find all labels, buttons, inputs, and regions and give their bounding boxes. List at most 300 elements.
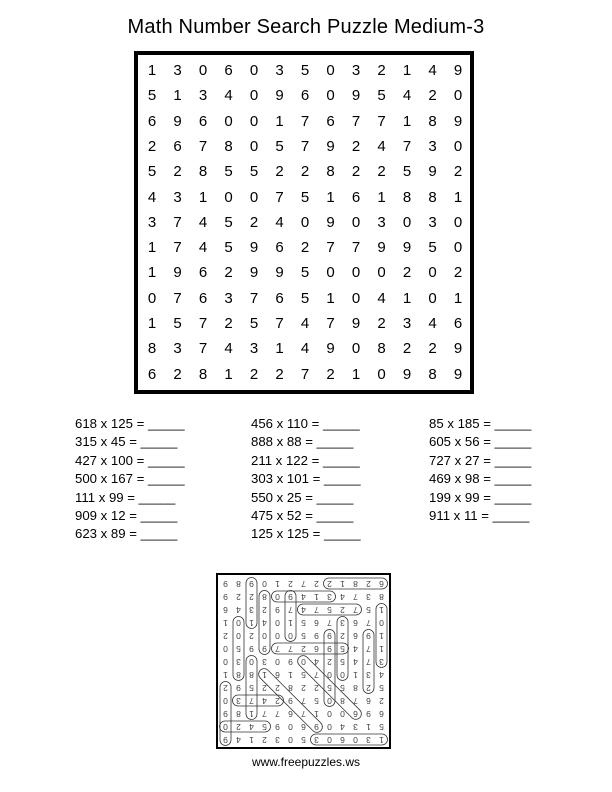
grid-cell: 7 bbox=[173, 239, 182, 257]
answer-cell: 0 bbox=[262, 579, 267, 589]
answer-cell: 0 bbox=[340, 670, 345, 680]
grid-cell: 9 bbox=[249, 239, 259, 257]
grid-cell: 0 bbox=[351, 340, 361, 358]
answer-cell: 1 bbox=[379, 631, 384, 641]
answer-cell: 3 bbox=[249, 605, 254, 615]
grid-cell: 9 bbox=[326, 137, 335, 155]
answer-cell: 2 bbox=[262, 735, 267, 745]
grid-cell: 0 bbox=[402, 213, 412, 231]
grid-cell: 3 bbox=[173, 340, 182, 358]
grid-cell: 5 bbox=[249, 163, 259, 181]
grid-cell: 5 bbox=[428, 239, 437, 257]
answer-cell: 2 bbox=[262, 605, 267, 615]
grid-cell: 9 bbox=[453, 62, 463, 79]
grid-cell: 8 bbox=[402, 188, 412, 206]
answer-loop bbox=[246, 578, 257, 629]
puzzle-grid bbox=[134, 51, 474, 394]
answer-cell: 1 bbox=[379, 605, 384, 615]
answer-cell: 5 bbox=[262, 722, 267, 732]
answer-cell: 5 bbox=[301, 670, 306, 680]
grid-cell: 7 bbox=[300, 137, 310, 155]
answer-cell: 6 bbox=[340, 735, 345, 745]
grid-cell: 4 bbox=[147, 188, 157, 206]
answer-cell: 0 bbox=[249, 657, 254, 667]
answer-cell: 5 bbox=[301, 618, 306, 628]
grid-cell: 5 bbox=[249, 315, 259, 332]
grid-cell: 4 bbox=[275, 213, 284, 231]
answer-cell: 0 bbox=[288, 631, 293, 641]
answer-cell: 0 bbox=[262, 631, 267, 641]
grid-cell: 7 bbox=[275, 188, 284, 206]
answer-cell: 5 bbox=[314, 696, 319, 706]
answer-cell: 9 bbox=[288, 592, 293, 602]
grid-cell: 1 bbox=[198, 188, 208, 206]
clue-item: 618 x 125 = _____ bbox=[75, 416, 185, 431]
answer-cell: 1 bbox=[366, 722, 371, 732]
answer-cell: 7 bbox=[314, 605, 319, 615]
answer-cell: 6 bbox=[288, 709, 293, 719]
clue-item: 550 x 25 = _____ bbox=[251, 489, 354, 505]
answer-cell: 2 bbox=[327, 657, 332, 667]
grid-cell: 2 bbox=[453, 264, 463, 282]
grid-cell: 0 bbox=[249, 62, 259, 79]
grid-cell: 0 bbox=[147, 289, 157, 307]
grid-cell: 6 bbox=[326, 112, 335, 130]
grid-cell: 8 bbox=[377, 340, 386, 358]
answer-cell: 2 bbox=[236, 722, 241, 732]
grid-cell: 3 bbox=[275, 62, 284, 79]
answer-cell: 0 bbox=[353, 735, 358, 745]
grid-cell: 1 bbox=[402, 62, 412, 79]
answer-loop bbox=[220, 721, 271, 732]
grid-cell: 5 bbox=[224, 163, 233, 181]
grid-cell: 6 bbox=[453, 315, 463, 332]
grid-cell: 6 bbox=[351, 188, 361, 206]
answer-cell: 5 bbox=[249, 683, 254, 693]
answer-cell: 2 bbox=[314, 683, 319, 693]
grid-cell: 9 bbox=[326, 340, 335, 358]
grid-cell: 5 bbox=[224, 239, 233, 257]
answer-cell: 0 bbox=[301, 657, 306, 667]
answer-cell: 9 bbox=[236, 683, 241, 693]
answer-cell: 1 bbox=[379, 644, 384, 654]
answer-cell: 3 bbox=[366, 735, 371, 745]
grid-cell: 7 bbox=[300, 365, 310, 383]
clue-column-2 bbox=[251, 415, 361, 544]
grid-cell: 0 bbox=[249, 87, 259, 105]
grid-cell: 2 bbox=[224, 264, 233, 282]
answer-cell: 9 bbox=[262, 644, 267, 654]
grid-cell: 9 bbox=[173, 264, 182, 282]
answer-cell: 9 bbox=[314, 631, 319, 641]
grid-cell: 7 bbox=[173, 213, 182, 231]
answer-cell: 8 bbox=[249, 670, 254, 680]
answer-cell: 6 bbox=[379, 579, 384, 589]
grid-cell: 0 bbox=[453, 137, 463, 155]
answer-cell: 7 bbox=[275, 644, 280, 654]
grid-cell: 2 bbox=[173, 365, 182, 383]
grid-cell: 5 bbox=[173, 315, 182, 332]
grid-cell: 4 bbox=[428, 315, 437, 332]
clue-item: 303 x 101 = _____ bbox=[251, 471, 361, 487]
answer-cell: 3 bbox=[327, 592, 332, 602]
answer-cell: 3 bbox=[262, 657, 267, 667]
grid-cell: 0 bbox=[326, 62, 335, 79]
grid-cell: 9 bbox=[453, 112, 463, 130]
answer-cell: 3 bbox=[366, 592, 371, 602]
grid-cell: 3 bbox=[402, 315, 412, 332]
grid-cell: 4 bbox=[224, 340, 233, 358]
grid-cell: 5 bbox=[300, 289, 310, 307]
grid-cell: 7 bbox=[275, 315, 284, 332]
answer-cell: 5 bbox=[301, 735, 306, 745]
grid-cell: 3 bbox=[428, 137, 437, 155]
answer-cell: 4 bbox=[379, 670, 384, 680]
clue-column-1 bbox=[75, 415, 185, 544]
footer-url: www.freepuzzles.ws bbox=[251, 755, 361, 769]
clue-item: 469 x 98 = _____ bbox=[429, 471, 532, 487]
answer-cell: 9 bbox=[249, 579, 254, 589]
answer-cell: 4 bbox=[314, 657, 319, 667]
answer-cell: 2 bbox=[340, 631, 345, 641]
grid-cell: 1 bbox=[377, 188, 386, 206]
grid-cell: 2 bbox=[428, 340, 437, 358]
answer-loop bbox=[233, 617, 244, 681]
answer-cell: 1 bbox=[340, 579, 345, 589]
grid-cell: 5 bbox=[300, 264, 310, 282]
answer-cell: 9 bbox=[288, 696, 293, 706]
answer-cell: 7 bbox=[301, 709, 306, 719]
answer-cell: 4 bbox=[301, 592, 306, 602]
grid-cell: 6 bbox=[275, 239, 284, 257]
grid-cell: 1 bbox=[147, 264, 157, 282]
answer-loop bbox=[376, 604, 387, 668]
answer-cell: 9 bbox=[366, 709, 371, 719]
answer-cell: 1 bbox=[314, 592, 319, 602]
grid-cell: 0 bbox=[249, 137, 259, 155]
grid-cell: 6 bbox=[198, 289, 208, 307]
grid-cell: 0 bbox=[198, 62, 208, 79]
grid-cell: 9 bbox=[453, 365, 463, 383]
grid-cell: 2 bbox=[326, 365, 335, 383]
answer-cell: 7 bbox=[301, 579, 306, 589]
grid-cell: 9 bbox=[428, 163, 437, 181]
grid-cell: 2 bbox=[402, 340, 412, 358]
answer-cell: 8 bbox=[236, 579, 241, 589]
clue-item: 111 x 99 = _____ bbox=[75, 489, 176, 505]
answer-cell: 6 bbox=[353, 618, 358, 628]
answer-cell: 0 bbox=[327, 709, 332, 719]
answer-cell: 5 bbox=[340, 683, 345, 693]
answer-cell: 2 bbox=[379, 696, 384, 706]
grid-cell: 9 bbox=[275, 264, 284, 282]
grid-cell: 0 bbox=[351, 264, 361, 282]
clue-item: 85 x 185 = _____ bbox=[429, 416, 532, 431]
answer-cell: 5 bbox=[236, 644, 241, 654]
answer-key-grid bbox=[218, 575, 389, 747]
answer-cell: 4 bbox=[262, 618, 267, 628]
grid-cell: 0 bbox=[351, 289, 361, 307]
answer-cell: 7 bbox=[275, 709, 280, 719]
grid-cell: 5 bbox=[402, 163, 412, 181]
answer-cell: 2 bbox=[314, 579, 319, 589]
grid-cell: 7 bbox=[326, 315, 335, 332]
answer-cell: 8 bbox=[262, 592, 267, 602]
answer-cell: 9 bbox=[249, 644, 254, 654]
answer-cell: 9 bbox=[327, 631, 332, 641]
answer-loop bbox=[298, 604, 362, 615]
answer-cell: 2 bbox=[249, 631, 254, 641]
answer-cell: 0 bbox=[275, 618, 280, 628]
grid-cell: 0 bbox=[249, 112, 259, 130]
answer-cell: 6 bbox=[379, 709, 384, 719]
grid-cell: 0 bbox=[428, 289, 437, 307]
grid-cell: 3 bbox=[173, 62, 182, 79]
grid-cell: 9 bbox=[377, 239, 386, 257]
grid-cell: 9 bbox=[249, 264, 259, 282]
answer-cell: 1 bbox=[353, 670, 358, 680]
answer-cell: 5 bbox=[340, 644, 345, 654]
grid-cell: 9 bbox=[275, 87, 284, 105]
answer-cell: 2 bbox=[288, 579, 293, 589]
answer-cell: 4 bbox=[340, 722, 345, 732]
grid-cell: 5 bbox=[377, 87, 386, 105]
answer-cell: 6 bbox=[314, 644, 319, 654]
answer-cell: 0 bbox=[327, 670, 332, 680]
answer-highlights bbox=[218, 575, 389, 747]
grid-cell: 1 bbox=[326, 289, 335, 307]
answer-cell: 9 bbox=[223, 579, 228, 589]
answer-cell: 8 bbox=[353, 683, 358, 693]
answer-cell: 6 bbox=[223, 605, 228, 615]
grid-cell: 2 bbox=[351, 163, 361, 181]
grid-cell: 1 bbox=[275, 112, 284, 130]
clue-item: 909 x 12 = _____ bbox=[75, 508, 178, 524]
grid-cell: 2 bbox=[249, 213, 259, 231]
answer-cell: 6 bbox=[353, 709, 358, 719]
grid-cell: 6 bbox=[173, 137, 182, 155]
grid-cell: 0 bbox=[453, 87, 463, 105]
answer-loop bbox=[246, 656, 257, 720]
grid-cell: 1 bbox=[351, 365, 361, 383]
grid-cell: 8 bbox=[224, 137, 233, 155]
grid-cell: 2 bbox=[402, 264, 412, 282]
grid-cell: 2 bbox=[300, 239, 310, 257]
answer-cell: 3 bbox=[340, 618, 345, 628]
grid-cell: 0 bbox=[326, 264, 335, 282]
grid-cell: 0 bbox=[453, 213, 463, 231]
answer-cell: 9 bbox=[275, 605, 280, 615]
answer-cell: 8 bbox=[236, 670, 241, 680]
grid-cell: 5 bbox=[147, 87, 157, 105]
answer-cell: 7 bbox=[314, 670, 319, 680]
answer-cell: 2 bbox=[275, 683, 280, 693]
answer-cell: 2 bbox=[301, 683, 306, 693]
grid-cell: 3 bbox=[428, 213, 437, 231]
answer-cell: 0 bbox=[327, 696, 332, 706]
grid-cell: 9 bbox=[326, 213, 335, 231]
answer-cell: 3 bbox=[353, 722, 358, 732]
answer-cell: 0 bbox=[223, 696, 228, 706]
grid-cell: 1 bbox=[453, 289, 463, 307]
grid-cell: 2 bbox=[377, 315, 386, 332]
answer-cell: 0 bbox=[379, 618, 384, 628]
grid-cell: 7 bbox=[402, 137, 412, 155]
clue-item: 315 x 45 = _____ bbox=[75, 434, 178, 450]
answer-cell: 4 bbox=[353, 657, 358, 667]
answer-cell: 6 bbox=[353, 631, 358, 641]
answer-cell: 7 bbox=[353, 605, 358, 615]
answer-cell: 6 bbox=[301, 722, 306, 732]
grid-cell: 9 bbox=[402, 239, 412, 257]
answer-cell: 0 bbox=[275, 657, 280, 667]
grid-cell: 2 bbox=[377, 163, 386, 181]
grid-cell: 8 bbox=[326, 163, 335, 181]
answer-cell: 2 bbox=[223, 631, 228, 641]
grid-cell: 0 bbox=[224, 112, 233, 130]
answer-cell: 7 bbox=[353, 592, 358, 602]
answer-cell: 8 bbox=[353, 579, 358, 589]
grid-cell: 0 bbox=[453, 239, 463, 257]
grid-cell: 7 bbox=[351, 112, 361, 130]
answer-cell: 5 bbox=[379, 722, 384, 732]
grid-cell: 3 bbox=[147, 213, 157, 231]
answer-cell: 3 bbox=[314, 735, 319, 745]
answer-cell: 3 bbox=[366, 670, 371, 680]
grid-cell: 9 bbox=[453, 340, 463, 358]
answer-loop bbox=[337, 617, 348, 681]
grid-cell: 1 bbox=[147, 62, 157, 79]
grid-cell: 1 bbox=[326, 188, 335, 206]
grid-cell: 8 bbox=[198, 365, 208, 383]
answer-cell: 7 bbox=[301, 696, 306, 706]
answer-cell: 0 bbox=[275, 592, 280, 602]
grid-cell: 3 bbox=[224, 289, 233, 307]
answer-cell: 6 bbox=[314, 618, 319, 628]
answer-cell: 2 bbox=[275, 696, 280, 706]
page-title: Math Number Search Puzzle Medium-3 bbox=[127, 16, 485, 38]
answer-cell: 1 bbox=[288, 670, 293, 680]
answer-cell: 2 bbox=[301, 644, 306, 654]
answer-cell: 0 bbox=[223, 722, 228, 732]
clue-item: 911 x 11 = _____ bbox=[429, 508, 530, 524]
answer-loop bbox=[285, 591, 296, 642]
grid-cell: 2 bbox=[173, 163, 182, 181]
answer-loop bbox=[363, 630, 374, 694]
grid-cell: 7 bbox=[351, 239, 361, 257]
grid-cell: 1 bbox=[402, 112, 412, 130]
grid-cell: 3 bbox=[377, 213, 386, 231]
grid-cell: 5 bbox=[300, 188, 310, 206]
answer-cell: 0 bbox=[327, 722, 332, 732]
answer-cell: 3 bbox=[379, 657, 384, 667]
answer-cell: 0 bbox=[340, 709, 345, 719]
grid-cell: 4 bbox=[377, 289, 386, 307]
grid-cell: 7 bbox=[198, 340, 208, 358]
grid-cell: 5 bbox=[300, 62, 310, 79]
grid-cell: 0 bbox=[224, 188, 233, 206]
answer-cell: 2 bbox=[366, 579, 371, 589]
grid-cell: 4 bbox=[300, 315, 310, 332]
grid-cell: 3 bbox=[198, 87, 208, 105]
grid-cell: 1 bbox=[173, 87, 182, 105]
grid-cell: 7 bbox=[198, 315, 208, 332]
answer-cell: 7 bbox=[366, 657, 371, 667]
answer-cell: 9 bbox=[223, 592, 228, 602]
answer-cell: 0 bbox=[288, 722, 293, 732]
answer-cell: 5 bbox=[327, 605, 332, 615]
answer-cell: 0 bbox=[223, 657, 228, 667]
grid-cell: 2 bbox=[351, 137, 361, 155]
grid-cell: 6 bbox=[147, 112, 157, 130]
answer-loop bbox=[220, 682, 231, 746]
grid-cell: 3 bbox=[173, 188, 182, 206]
answer-cell: 0 bbox=[327, 735, 332, 745]
answer-cell: 1 bbox=[275, 579, 280, 589]
grid-cell: 0 bbox=[300, 213, 310, 231]
grid-cell: 1 bbox=[224, 365, 233, 383]
answer-cell: 2 bbox=[249, 592, 254, 602]
answer-cell: 6 bbox=[366, 696, 371, 706]
answer-loop bbox=[256, 666, 324, 734]
answer-cell: 7 bbox=[249, 696, 254, 706]
answer-cell: 9 bbox=[314, 722, 319, 732]
answer-cell: 7 bbox=[353, 696, 358, 706]
answer-cell: 1 bbox=[288, 618, 293, 628]
grid-cell: 7 bbox=[198, 137, 208, 155]
answer-cell: 9 bbox=[327, 644, 332, 654]
clue-item: 427 x 100 = _____ bbox=[75, 452, 185, 468]
grid-cell: 3 bbox=[249, 340, 259, 358]
clue-item: 500 x 167 = _____ bbox=[75, 471, 185, 487]
grid-cell: 9 bbox=[351, 315, 361, 332]
grid-cell: 2 bbox=[428, 87, 437, 105]
answer-cell: 5 bbox=[327, 683, 332, 693]
answer-cell: 6 bbox=[275, 670, 280, 680]
answer-cell: 7 bbox=[262, 709, 267, 719]
grid-cell: 0 bbox=[428, 264, 437, 282]
answer-cell: 8 bbox=[236, 709, 241, 719]
answer-cell: 0 bbox=[236, 618, 241, 628]
answer-cell: 9 bbox=[223, 709, 228, 719]
grid-cell: 2 bbox=[453, 163, 463, 181]
clue-column-3 bbox=[429, 415, 531, 525]
grid-cell: 1 bbox=[402, 289, 412, 307]
grid-cell: 0 bbox=[351, 213, 361, 231]
clue-item: 211 x 122 = _____ bbox=[251, 452, 360, 468]
answer-loop bbox=[259, 591, 270, 655]
grid-cell: 8 bbox=[428, 112, 437, 130]
answer-cell: 4 bbox=[236, 735, 241, 745]
answer-cell: 0 bbox=[275, 631, 280, 641]
grid-cell: 2 bbox=[300, 163, 310, 181]
answer-key bbox=[216, 573, 391, 749]
answer-cell: 4 bbox=[353, 644, 358, 654]
grid-cell: 9 bbox=[351, 87, 361, 105]
grid-cell: 3 bbox=[351, 62, 361, 79]
answer-cell: 7 bbox=[366, 644, 371, 654]
answer-cell: 2 bbox=[327, 579, 332, 589]
grid-cell: 2 bbox=[275, 163, 284, 181]
clue-item: 727 x 27 = _____ bbox=[429, 452, 532, 468]
answer-loop bbox=[324, 578, 388, 589]
answer-loop bbox=[295, 653, 363, 721]
answer-cell: 1 bbox=[379, 735, 384, 745]
grid-cell: 6 bbox=[198, 264, 208, 282]
answer-cell: 1 bbox=[223, 670, 228, 680]
answer-cell: 3 bbox=[275, 735, 280, 745]
answer-cell: 4 bbox=[262, 696, 267, 706]
